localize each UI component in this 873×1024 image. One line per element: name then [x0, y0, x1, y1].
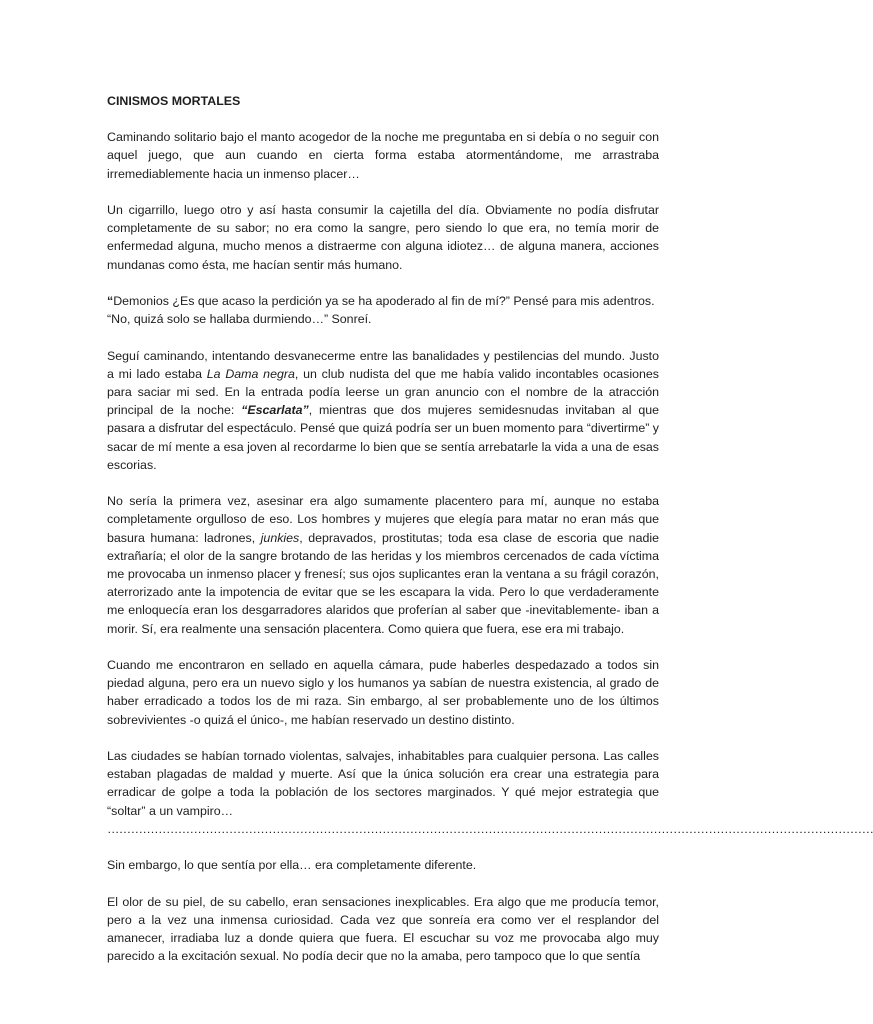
- paragraph-1: Caminando solitario bajo el manto acogedor de la noche me preguntaba en si debía o no seguir con aquel juego, que aun cuando en cierta forma estaba atormentándome, me arrastraba irremediablemente hacia un inmenso placer…: [107, 130, 659, 181]
- paragraph-3: [107, 292, 659, 328]
- paragraph-5-part-b: , depravados, prostitutas; toda esa clase de escoria que nadie extrañaría; el olor de la sangre brotando de las heridas y los miembros cercenados de cada víctima me provocaba un inmenso placer y frenesí; sus ojos suplicantes eran la ventana a su frágil corazón, aterrorizado ante la impotencia de evitar que se les escapara la vida. Pero lo que verdaderamente me enloquecía eran los desgarradores alaridos que proferían al saber que -inevitablemente- iban a morir. Sí, era realmente una sensación placentera. Como quiera que fuera, ese era mi trabajo.: [107, 530, 659, 636]
- document-body: [107, 92, 873, 984]
- section-separator: ……………………………………………………………………………………………………………………………………………………………………………: [107, 821, 873, 836]
- attraction-name-bold-italic: “Escarlata”: [241, 403, 309, 418]
- document-title: CINISMOS MORTALES: [107, 94, 241, 108]
- junkies-italic: junkies: [260, 530, 300, 545]
- paragraph-3-line-2: “No, quizá solo se hallaba durmiendo…” Sonreí.: [107, 312, 372, 327]
- paragraph-6: Cuando me encontraron en sellado en aquella cámara, pude haberles despedazado a todos sin piedad alguna, pero era un nuevo siglo y los humanos ya sabían de nuestra existencia, al grado de haber erradicado a todos los de mi raza. Sin embargo, al ser probablemente uno de los últimos sobrevivientes -o quizá el único-, me habían reservado un destino distinto.: [107, 658, 659, 727]
- paragraph-8: Sin embargo, lo que sentía por ella… era completamente diferente.: [107, 858, 477, 873]
- paragraph-5: [107, 492, 659, 638]
- paragraph-4-part-a: Seguí caminando, intentando desvanecerme entre las banalidades y pestilencias del mundo. Justo a mi lado estaba: [107, 348, 659, 381]
- paragraph-7: Las ciudades se habían tornado violentas, salvajes, inhabitables para cualquier persona. Las calles estaban plagadas de maldad y muerte. Así que la única solución era crear una estrategia para erradicar de golpe a toda la población de los sectores marginados. Y qué mejor estrategia que “soltar” a un vampiro…: [107, 749, 659, 818]
- paragraph-4-part-b: , un club nudista del que me había valido incontables ocasiones para saciar mi sed. En la entrada podía leerse un gran anuncio con el nombre de la atracción principal de la noche:: [107, 366, 659, 418]
- paragraph-5-part-a: No sería la primera vez, asesinar era algo sumamente placentero para mí, aunque no estaba completamente orgulloso de eso. Los hombres y mujeres que elegía para matar no eran más que basura humana: ladrones,: [107, 494, 659, 545]
- paragraph-4: [107, 347, 659, 474]
- paragraph-4-part-c: , mientras que dos mujeres semidesnudas invitaban al que pasara a disfrutar del espectáculo. Pensé que quizá podría ser un buen momento para “divertirme” y sacar de mí mente a esa joven al recordarme lo bien que se sentía arrebatarle la vida a una de esas escorias.: [107, 403, 660, 472]
- opening-quote-mark: “: [107, 294, 114, 308]
- paragraph-9: El olor de su piel, de su cabello, eran sensaciones inexplicables. Era algo que me producía temor, pero a la vez una inmensa curiosidad. Cada vez que sonreía era como ver el resplandor del amanecer, irradiaba luz a donde quiera que fuera. El escuchar su voz me provocaba algo muy parecido a la excitación sexual. No podía decir que no la amaba, pero tampoco que lo que sentía: [107, 894, 659, 964]
- paragraph-2: Un cigarrillo, luego otro y así hasta consumir la cajetilla del día. Obviamente no podía disfrutar completamente de su sabor; no era como la sangre, pero siendo lo que era, no temía morir de enfermedad alguna, mucho menos a distraerme con alguna idiotez… de alguna manera, acciones mundanas como ésta, me hacían sentir más humano.: [107, 203, 659, 272]
- club-name-italic: La Dama negra: [206, 366, 295, 381]
- paragraph-3-line-1: Demonios ¿Es que acaso la perdición ya se ha apoderado al fin de mí?” Pensé para mis adentros.: [113, 294, 655, 308]
